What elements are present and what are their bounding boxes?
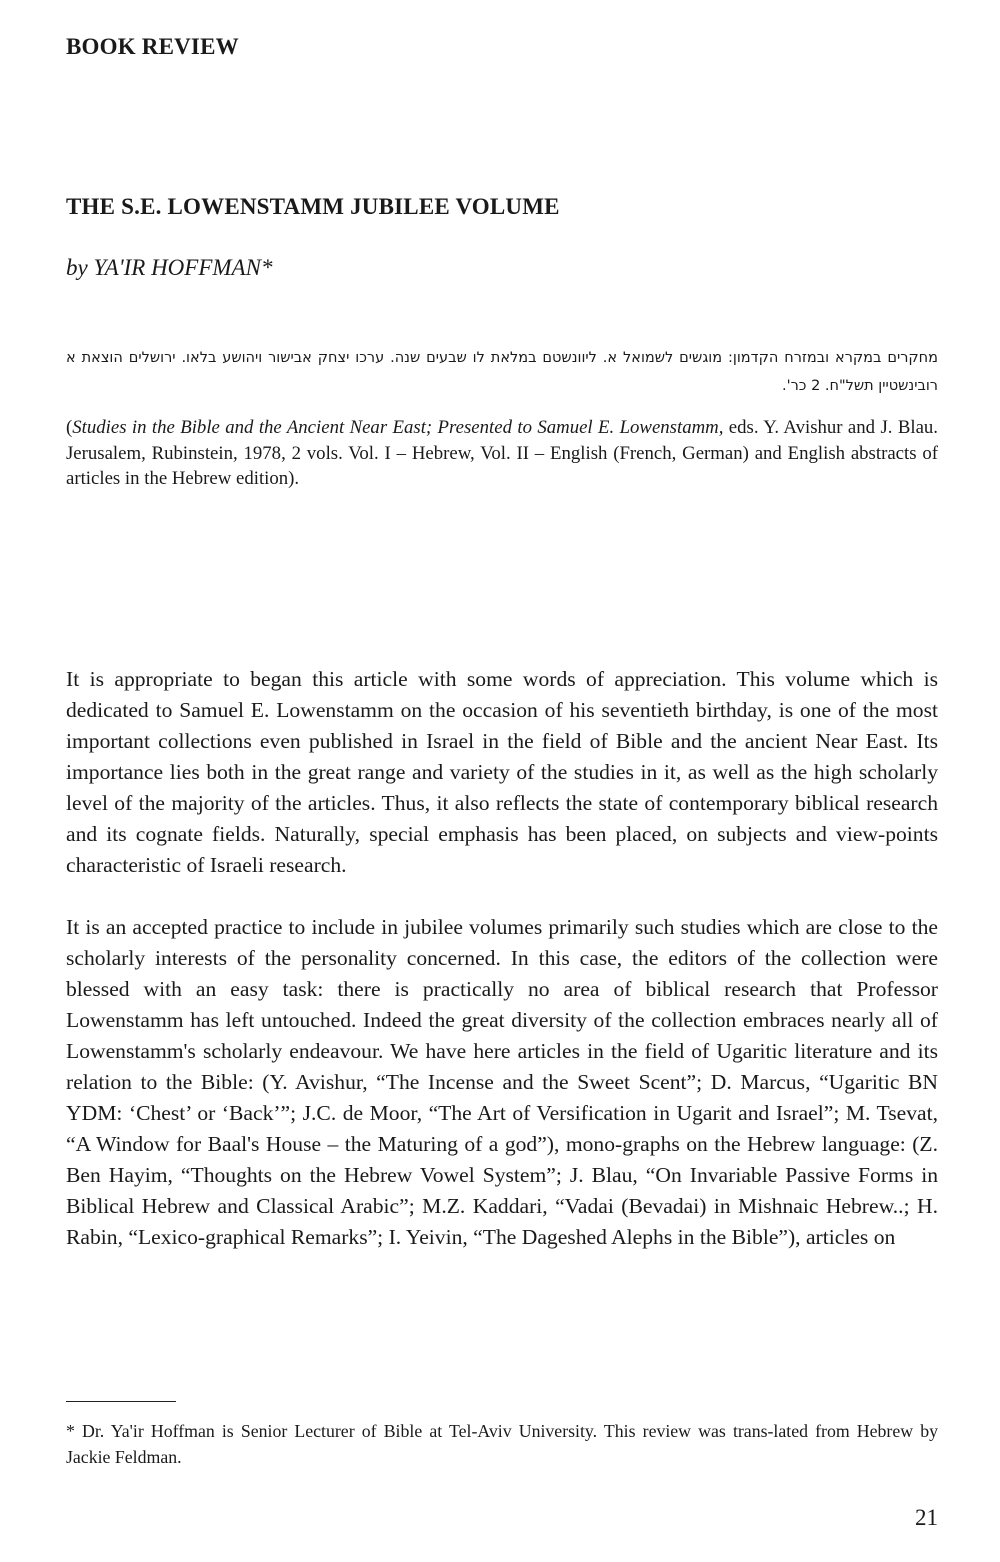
book-title: Studies in the Bible and the Ancient Near East; Presented to Samuel E. Lowenstamm, [72, 417, 724, 438]
citation-open-paren: ( [66, 417, 73, 438]
article-body [66, 664, 938, 1253]
author-footnote: * Dr. Ya'ir Hoffman is Senior Lecturer of Bible at Tel-Aviv University. This review was trans-lated from Hebrew by Jackie Feldman. [66, 1421, 938, 1467]
footnote-divider [66, 1401, 176, 1402]
page-number: 21 [915, 1505, 938, 1530]
section-label: BOOK REVIEW [66, 34, 239, 59]
body-paragraph-2: It is an accepted practice to include in jubilee volumes primarily such studies which are close to the scholarly interests of the personality concerned. In this case, the editors of the collection were blessed with an easy task: there is practically no area of biblical research that Professor Lowenstamm has left untouched. Indeed the great diversity of the collection embraces nearly all of Lowenstamm's scholarly endeavour. We have here articles in the field of Ugaritic literature and its relation to the Bible: (Y. Avishur, “The Incense and the Sweet Scent”; D. Marcus, “Ugaritic BN YDM: ‘Chest’ or ‘Back’”; J.C. de Moor, “The Art of Versification in Ugarit and Israel”; M. Tsevat, “A Window for Baal's House – the Maturing of a god”), mono-graphs on the Hebrew language: (Z. Ben Hayim, “Thoughts on the Hebrew Vowel System”; J. Blau, “On Invariable Passive Forms in Biblical Hebrew and Classical Arabic”; M.Z. Kaddari, “Vadai (Bevadai) in Mishnaic Hebrew..; H. Rabin, “Lexico-graphical Remarks”; I. Yeivin, “The Dageshed Alephs in the Bible”), articles on [66, 915, 938, 1249]
body-paragraph-1: It is appropriate to began this article with some words of appreciation. This volume which is dedicated to Samuel E. Lowenstamm on the occasion of his seventieth birthday, is one of the most important collections even published in Israel in the field of Bible and the ancient Near East. Its importance lies both in the great range and variety of the studies in it, as well as the high scholarly level of the majority of the articles. Thus, it also reflects the state of contemporary biblical research and its cognate fields. Naturally, special emphasis has been placed, on subjects and view-points characteristic of Israeli research. [66, 667, 938, 877]
english-citation [66, 415, 938, 492]
hebrew-citation: מחקרים במקרא ובמזרח הקדמון: מוגשים לשמואל א. ליוונשטם במלאת לו שבעים שנה. ערכו יצחק אבישור ויהושע בלאו. ירושלים הוצאת א רובינשטיין תשל"ח. 2 כר'. [66, 350, 938, 394]
citation-details: eds. Y. Avishur and J. Blau. Jerusalem, Rubinstein, 1978, 2 vols. Vol. I – Hebrew, Vol. II – English (French, German) and English abstracts of articles in the Hebrew edition). [66, 417, 939, 489]
review-title: THE S.E. LOWENSTAMM JUBILEE VOLUME [66, 194, 560, 219]
author-byline: by YA'IR HOFFMAN* [66, 255, 273, 280]
